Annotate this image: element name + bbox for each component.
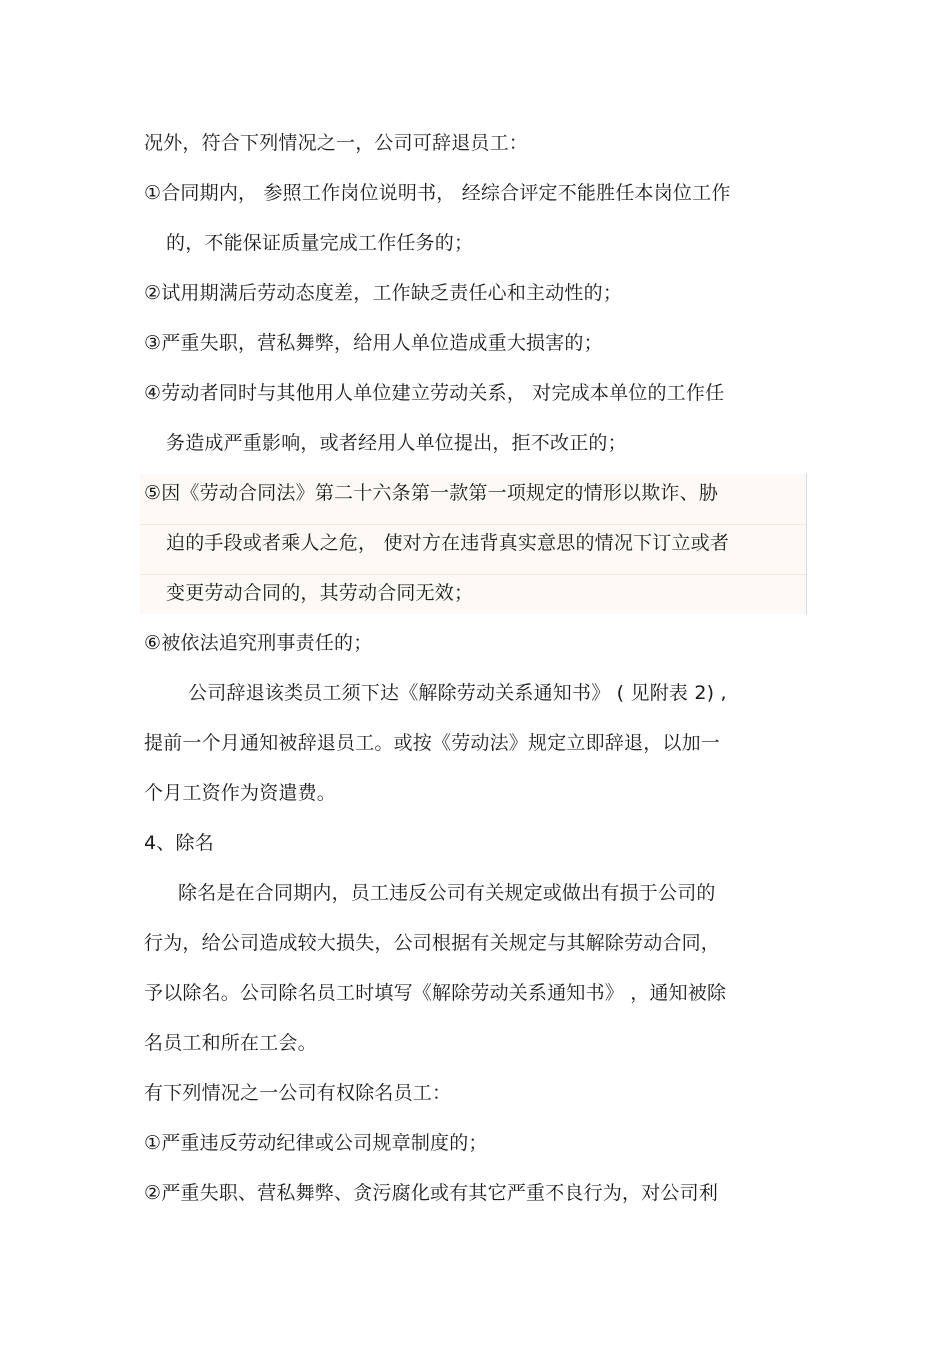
list-item-2: ②严重失职、营私舞弊、贪污腐化或有其它严重不良行为，对公司利	[144, 1182, 719, 1204]
list-item-5-line-2: 迫的手段或者乘人之危， 使对方在违背真实意思的情况下订立或者	[166, 532, 730, 554]
paragraph-line: 除名是在合同期内，员工违反公司有关规定或做出有损于公司的	[178, 882, 716, 904]
list-item-2: ②试用期满后劳动态度差，工作缺乏责任心和主动性的；	[144, 282, 623, 304]
section-heading: 4、除名	[144, 832, 214, 854]
list-item-6: ⑥被依法追究刑事责任的；	[144, 632, 373, 654]
list-item-1: ①严重违反劳动纪律或公司规章制度的；	[144, 1132, 488, 1154]
highlight-separator	[140, 524, 806, 525]
paragraph-line: 提前一个月通知被辞退员工。或按《劳动法》规定立即辞退，以加一	[144, 732, 721, 754]
paragraph-line: 个月工资作为资遣费。	[144, 782, 337, 804]
paragraph-line: 名员工和所在工会。	[144, 1032, 317, 1054]
highlight-separator	[140, 574, 806, 575]
paragraph-line: 予以除名。公司除名员工时填写《解除劳动关系通知书》 ，通知被除	[144, 982, 727, 1004]
list-item-5-line-1: ⑤因《劳动合同法》第二十六条第一款第一项规定的情形以欺诈、胁	[144, 482, 719, 504]
paragraph-line: 有下列情况之一公司有权除名员工：	[144, 1082, 452, 1104]
paragraph-line: 公司辞退该类员工须下达《解除劳动关系通知书》 ( 见附表 2) ,	[188, 682, 727, 704]
list-item-5-line-3: 变更劳动合同的，其劳动合同无效；	[166, 582, 474, 604]
list-item-4-line-1: ④劳动者同时与其他用人单位建立劳动关系， 对完成本单位的工作任	[144, 382, 725, 404]
list-item-1-line-2: 的，不能保证质量完成工作任务的；	[166, 232, 474, 254]
paragraph-line: 行为，给公司造成较大损失，公司根据有关规定与其解除劳动合同，	[144, 932, 721, 954]
list-item-1-line-1: ①合同期内， 参照工作岗位说明书， 经综合评定不能胜任本岗位工作	[144, 182, 731, 204]
paragraph-line: 况外，符合下列情况之一，公司可辞退员工：	[144, 132, 529, 154]
list-item-3: ③严重失职，营私舞弊，给用人单位造成重大损害的；	[144, 332, 603, 354]
list-item-4-line-2: 务造成严重影响，或者经用人单位提出，拒不改正的；	[166, 432, 627, 454]
